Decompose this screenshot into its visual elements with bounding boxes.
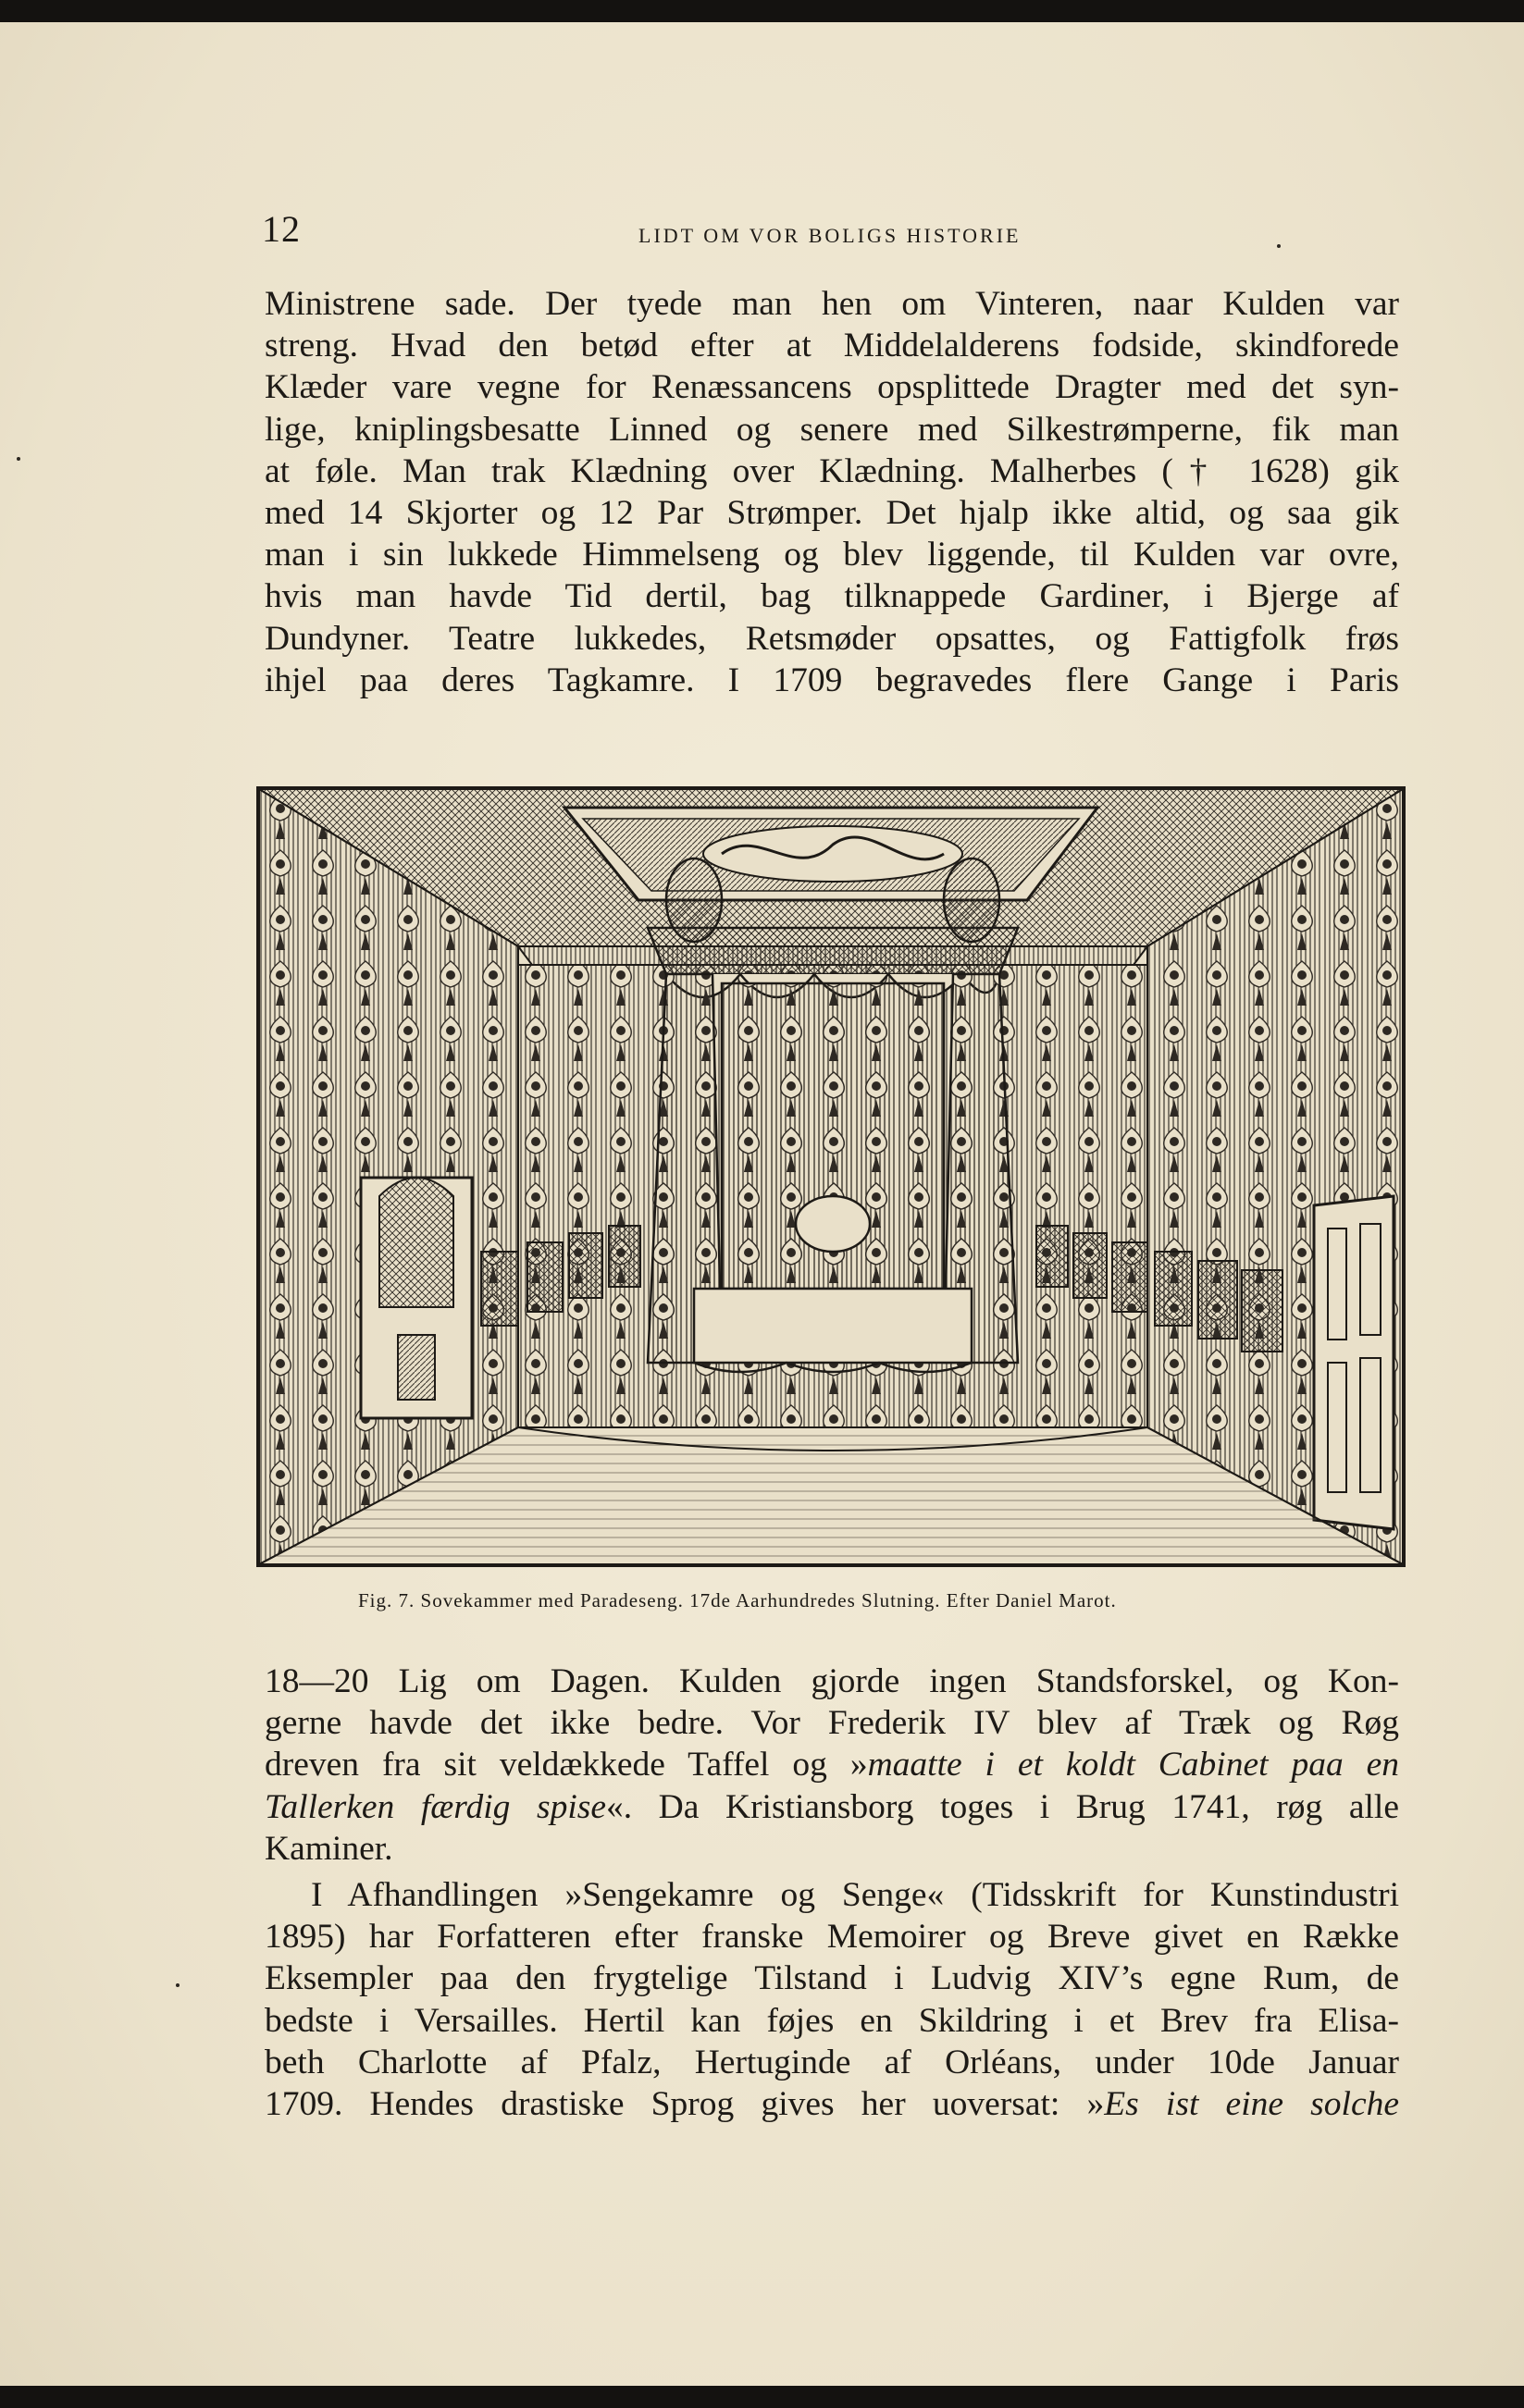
scan-speck (176, 1983, 180, 1987)
text-line: gerne havde det ikke bedre. Vor Frederik IV blev af Træk og Røg (265, 1704, 1399, 1743)
page-number: 12 (262, 208, 301, 250)
scan-speck (1277, 244, 1281, 248)
italic-quote: Tallerken færdig spise (265, 1787, 606, 1826)
text-line: med 14 Skjorter og 12 Par Strømper. Det hjalp ikke altid, og saa gik (265, 493, 1399, 532)
text-line: Klæder vare vegne for Renæssancens opsplittede Dragter med det syn- (265, 368, 1399, 407)
text-line: lige, kniplingsbesatte Linned og senere med Silkestrømperne, fik man (265, 410, 1399, 449)
text-line: bedste i Versailles. Hertil kan føjes en Skildring i et Brev fra Elisa- (265, 2001, 1399, 2040)
text-line (265, 2083, 1399, 2125)
text-line: ihjel paa deres Tagkamre. I 1709 begravedes flere Gange i Paris (265, 661, 1399, 699)
engraving-illustration (259, 789, 1403, 1564)
running-head: LIDT OM VOR BOLIGS HISTORIE (638, 224, 1022, 247)
text-line: 18—20 Lig om Dagen. Kulden gjorde ingen Standsforskel, og Kon- (265, 1662, 1399, 1700)
text-line: I Afhandlingen »Sengekamre og Senge« (Tidsskrift for Kunstindustri (311, 1876, 1399, 1914)
italic-quote: maatte i et koldt Cabinet paa en (867, 1746, 1399, 1784)
text-run: dreven fra sit veldækkede Taffel og » (265, 1746, 868, 1784)
italic-quote: Es ist eine solche (1104, 2084, 1399, 2123)
text-line: man i sin lukkede Himmelseng og blev liggende, til Kulden var ovre, (265, 536, 1399, 574)
paragraph-2 (265, 1661, 1399, 1870)
text-line: at føle. Man trak Klædning over Klædning. Malherbes († 1628) gik (265, 451, 1399, 490)
text-line: streng. Hvad den betød efter at Middelalderens fodside, skindforede (265, 327, 1399, 365)
scan-bottom-edge (0, 2386, 1524, 2408)
book-page (0, 22, 1524, 2386)
scan-top-edge (0, 0, 1524, 22)
text-line: Eksempler paa den frygtelige Tilstand i Ludvig XIV’s egne Rum, de (265, 1959, 1399, 1998)
text-run: «. Da Kristiansborg toges i Brug 1741, røg alle (605, 1787, 1399, 1826)
scan-speck (17, 457, 20, 461)
paragraph-3 (265, 1874, 1399, 2125)
text-line: hvis man havde Tid dertil, bag tilknappede Gardiner, i Bjerge af (265, 577, 1399, 616)
paragraph-1 (265, 283, 1399, 701)
text-line: 1895) har Forfatteren efter franske Memoirer og Breve givet en Række (265, 1918, 1399, 1957)
text-line: beth Charlotte af Pfalz, Hertuginde af Orléans, under 10de Januar (265, 2043, 1399, 2081)
figure-caption: Fig. 7. Sovekammer med Paradeseng. 17de Aarhundredes Slutning. Efter Daniel Marot. (358, 1589, 1117, 1612)
text-run: 1709. Hendes drastiske Sprog gives her uoversat: » (265, 2084, 1105, 2123)
text-line: Dundyner. Teatre lukkedes, Retsmøder opsattes, og Fattigfolk frøs (265, 619, 1399, 658)
text-line: Ministrene sade. Der tyede man hen om Vinteren, naar Kulden var (265, 285, 1399, 323)
text-line (265, 1786, 1399, 1828)
engraving-bedchamber (256, 786, 1406, 1567)
text-line: Kaminer. (265, 1829, 393, 1868)
text-line (265, 1744, 1399, 1785)
